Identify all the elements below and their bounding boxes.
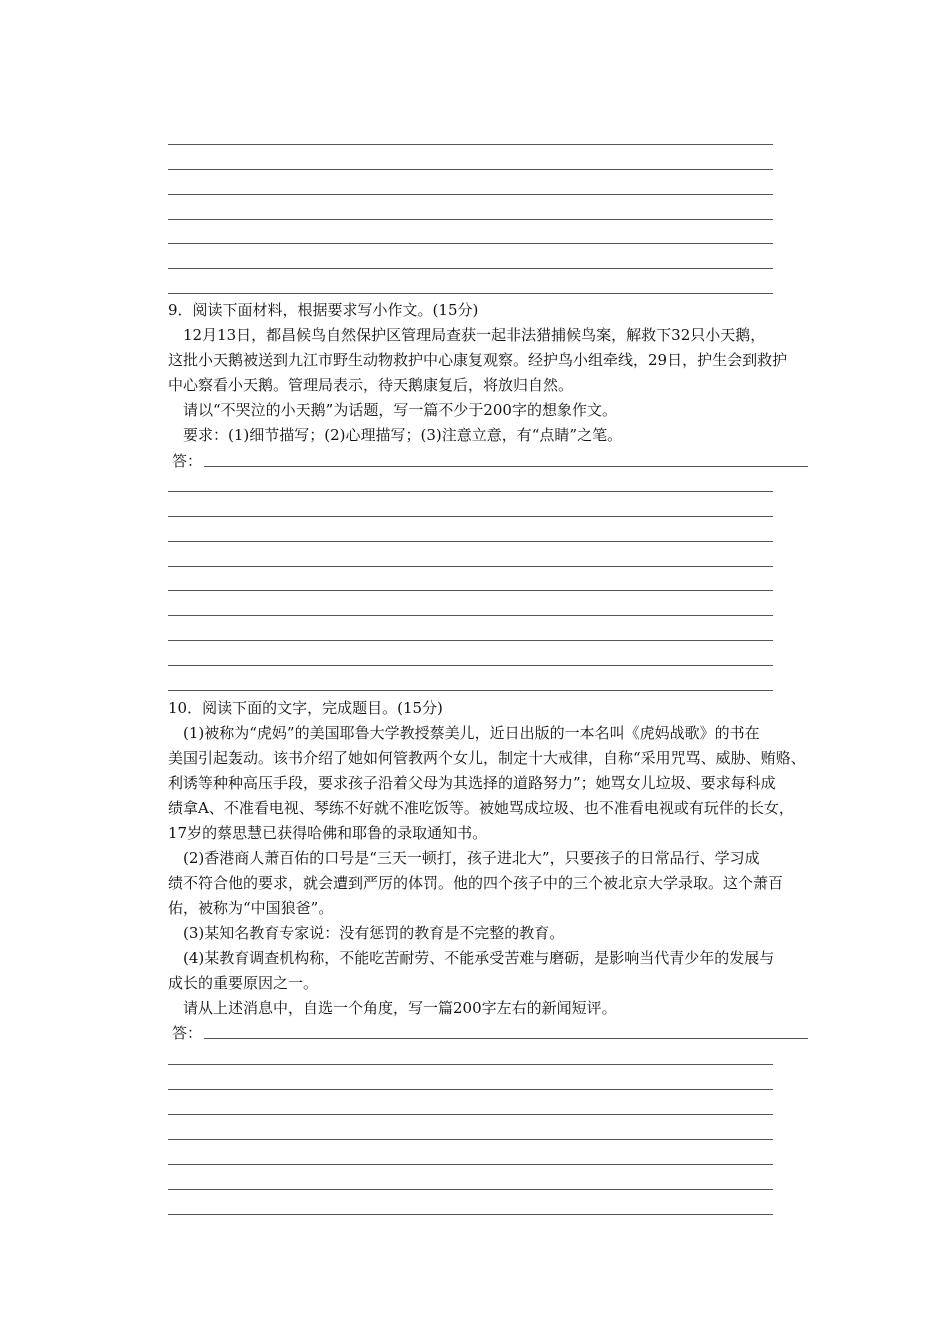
answer-rule [168,144,773,145]
q10-answer-field[interactable] [168,1021,808,1046]
q10-title: 10．阅读下面的文字，完成题目。(15分) [168,699,443,717]
q9-material-line: 12月13日，都昌候鸟自然保护区管理局查获一起非法猎捕候鸟案，解救下32只小天鹅， [168,326,766,344]
answer-rule [168,1114,773,1115]
answer-rule [168,690,773,691]
q9-material-line: 中心察看小天鹅。管理局表示，待天鹅康复后，将放归自然。 [168,376,574,394]
answer-rule [168,1064,773,1065]
q9-prompt: 请以“不哭泣的小天鹅”为话题，写一篇不少于200字的想象作文。 [168,401,617,419]
q9-material-line: 这批小天鹅被送到九江市野生动物救护中心康复观察。经护鸟小组牵线，29日，护生会到救护 [168,351,788,369]
answer-rule [168,615,773,616]
answer-rule [168,169,773,170]
q10-text-line: 美国引起轰动。该书介绍了她如何管教两个女儿，制定十大戒律，自称“采用咒骂、威胁、贿赂、 [168,749,806,767]
q9-requirements: 要求：(1)细节描写；(2)心理描写；(3)注意立意，有“点睛”之笔。 [168,426,623,444]
answer-rule [168,219,773,220]
q10-text-line: 佑，被称为“中国狼爸”。 [168,899,334,917]
answer-rule [168,590,773,591]
answer-rule [168,1214,773,1215]
answer-rule [168,293,773,294]
answer-rule [168,516,773,517]
answer-rule [168,268,773,269]
answer-rule [168,1189,773,1190]
q9-title: 9．阅读下面材料，根据要求写小作文。(15分) [168,301,479,319]
answer-rule [168,640,773,641]
q10-text-line: 利诱等种种高压手段，要求孩子沿着父母为其选择的道路努力”；她骂女儿垃圾、要求每科成 [168,774,776,792]
q10-text-line: 请从上述消息中，自选一个角度，写一篇200字左右的新闻短评。 [168,999,617,1017]
q10-text-line: (4)某教育调查机构称，不能吃苦耐劳、不能承受苦难与磨砺，是影响当代青少年的发展与 [168,949,775,967]
q10-text-line: (3)某知名教育专家说：没有惩罚的教育是不完整的教育。 [168,924,565,942]
q9-answer-field[interactable] [168,449,808,474]
answer-rule [168,1139,773,1140]
q10-text-line: (1)被称为“虎妈”的美国耶鲁大学教授蔡美儿，近日出版的一本名叫《虎妈战歌》的书在 [168,724,760,742]
answer-rule [168,541,773,542]
answer-rule [168,566,773,567]
q10-text-line: (2)香港商人萧百佑的口号是“三天一顿打，孩子进北大”，只要孩子的日常品行、学习成 [168,849,760,867]
answer-rule [168,194,773,195]
answer-rule [204,1038,808,1039]
answer-rule [168,665,773,666]
answer-rule [204,466,808,467]
answer-rule [168,491,773,492]
q10-answer-label: 答： [172,1024,203,1042]
answer-rule [168,243,773,244]
answer-rule [168,1164,773,1165]
q10-text-line: 成长的重要原因之一。 [168,974,319,992]
answer-rule [168,1089,773,1090]
q10-text-line: 绩拿A、不准看电视、琴练不好就不准吃饭等。被她骂成垃圾、也不准看电视或有玩伴的长女， [168,799,794,817]
q10-text-line: 绩不符合他的要求，就会遭到严厉的体罚。他的四个孩子中的三个被北京大学录取。这个萧百 [168,874,784,892]
q10-text-line: 17岁的蔡思慧已获得哈佛和耶鲁的录取通知书。 [168,824,488,842]
q9-answer-label: 答： [172,452,203,470]
